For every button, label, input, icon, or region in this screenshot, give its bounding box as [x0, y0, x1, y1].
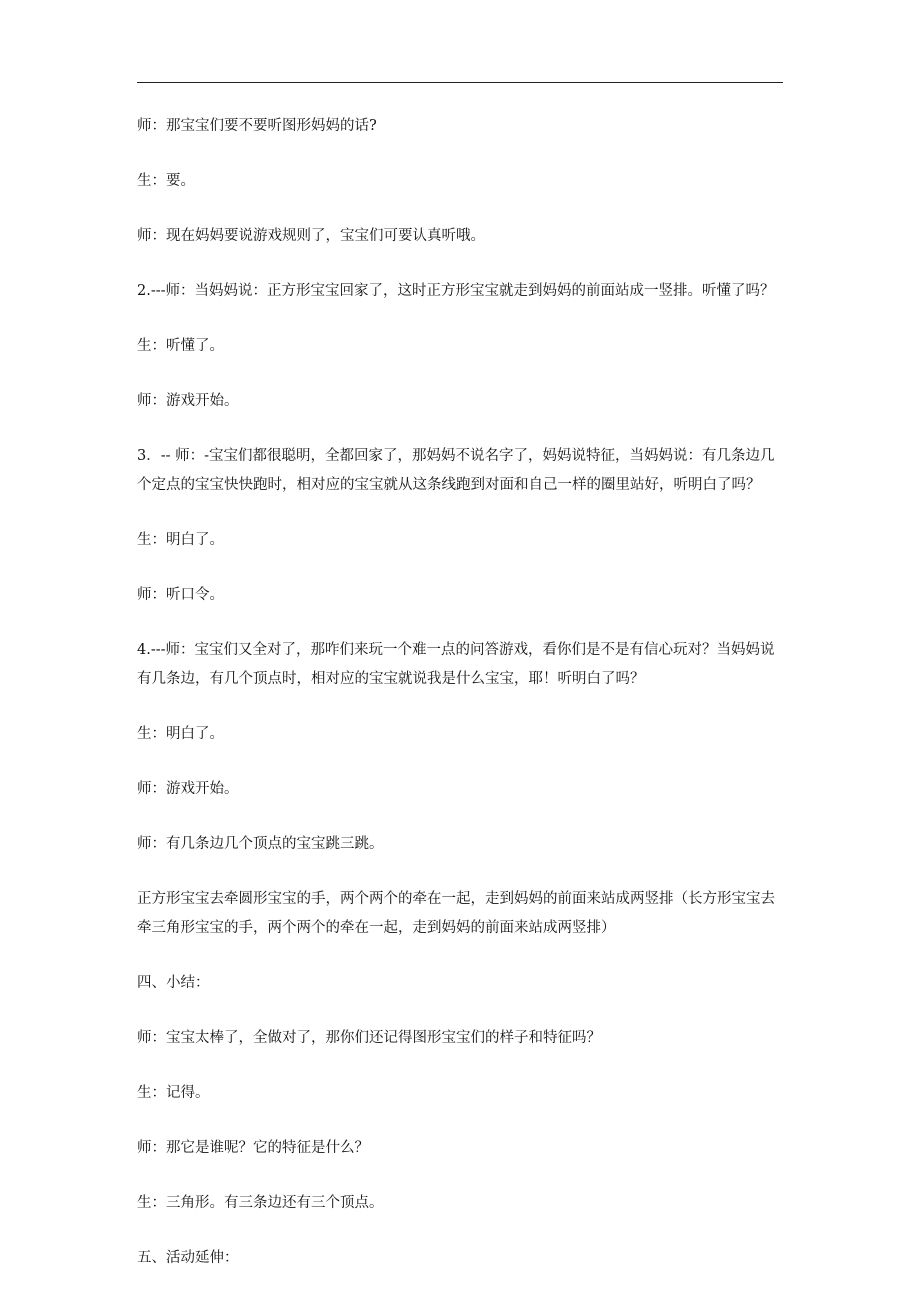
section-heading-summary: 四、小结：	[137, 975, 210, 991]
paragraph-16: 师：宝宝太棒了，全做对了，那你们还记得图形宝宝们的样子和特征吗？	[137, 1030, 601, 1046]
paragraph-10: 4.---师：宝宝们又全对了，那咋们来玩一个难一点的问答游戏，看你们是不是有信心玩对？当妈妈说 有几条边，有几个顶点时，相对应的宝宝就说我是什么宝宝，耶！听明白了吗？	[137, 642, 775, 687]
paragraph-14: 正方形宝宝去牵圆形宝宝的手，两个两个的牵在一起，走到妈妈的前面来站成两竖排（长方形宝宝去牵三角形宝宝的手，两个两个的牵在一起，走到妈妈的前面来站成两竖排）	[137, 891, 775, 936]
paragraph-2: 生：要。	[137, 173, 195, 189]
paragraph-11: 生：明白了。	[137, 726, 224, 742]
paragraph-9: 师：听口令。	[137, 587, 224, 603]
paragraph-19: 生：三角形。有三条边还有三个顶点。	[137, 1195, 384, 1211]
paragraph-8: 生：明白了。	[137, 532, 224, 548]
paragraph-5: 生：听懂了。	[137, 338, 224, 354]
paragraph-4: 2.---师：当妈妈说：正方形宝宝回家了，这时正方形宝宝就走到妈妈的前面站成一竖排。听懂了吗？	[137, 283, 775, 299]
paragraph-6: 师：游戏开始。	[137, 393, 239, 409]
paragraph-17: 生：记得。	[137, 1085, 210, 1101]
paragraph-12: 师：游戏开始。	[137, 781, 239, 797]
paragraph-13: 师：有几条边几个顶点的宝宝跳三跳。	[137, 836, 384, 852]
paragraph-18: 师：那它是谁呢？它的特征是什么？	[137, 1140, 369, 1156]
document-body	[137, 112, 787, 1299]
paragraph-7: 3．-- 师：-宝宝们都很聪明，全都回家了，那妈妈不说名字了，妈妈说特征，当妈妈说：有几条边几个定点的宝宝快快跑时，相对应的宝宝就从这条线跑到对面和自己一样的圈里站好，听明白了吗？	[137, 448, 775, 493]
header-rule	[137, 82, 783, 83]
section-heading-extension: 五、活动延伸：	[137, 1250, 239, 1266]
paragraph-1: 师：那宝宝们要不要听图形妈妈的话?	[137, 118, 377, 134]
paragraph-3: 师：现在妈妈要说游戏规则了，宝宝们可要认真听哦。	[137, 228, 485, 244]
